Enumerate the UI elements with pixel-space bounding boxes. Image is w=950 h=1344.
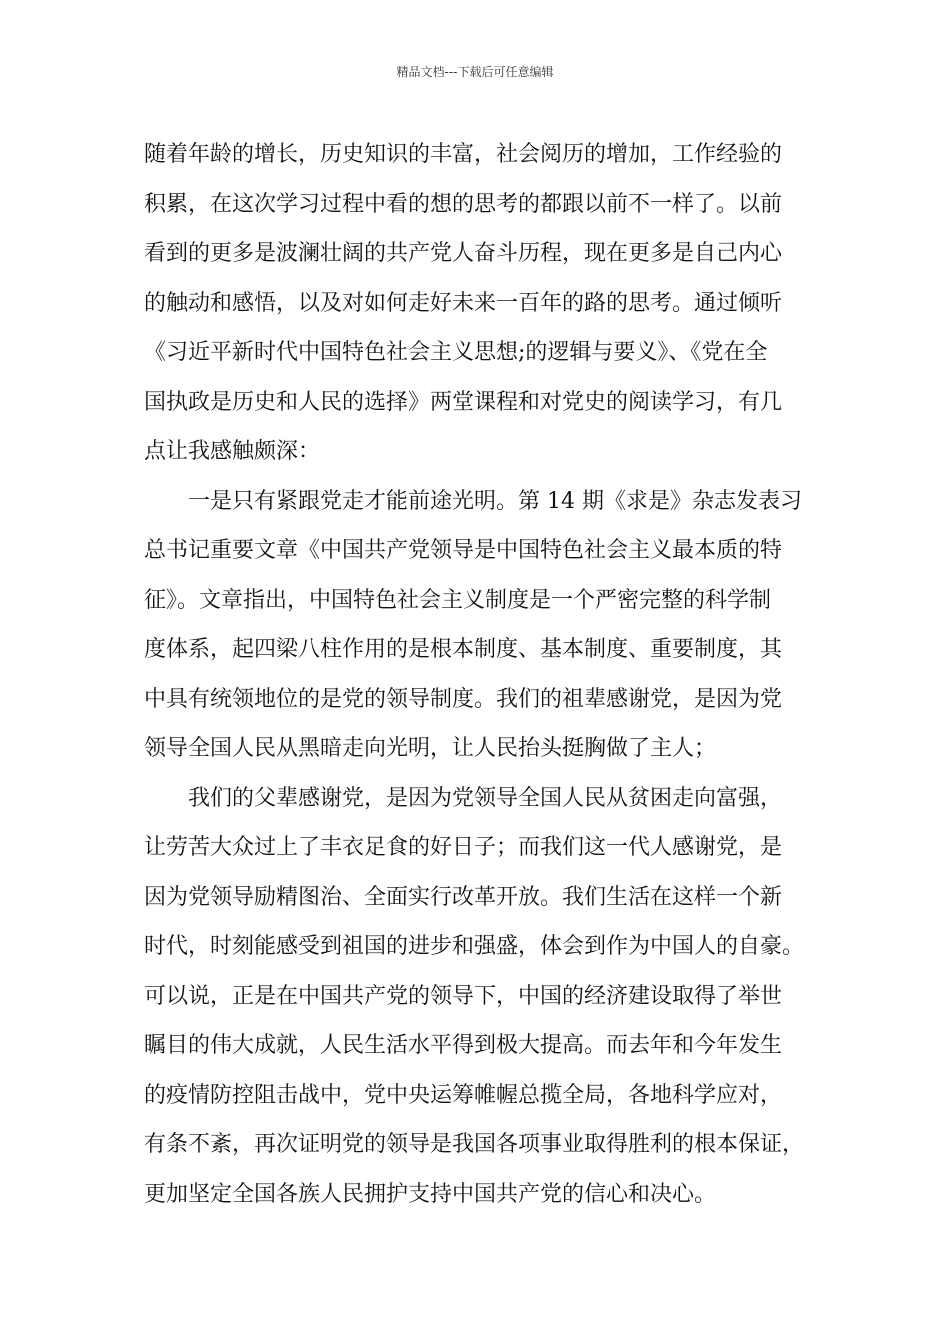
text-line: 国执政是历史和人民的选择》两堂课程和对党史的阅读学习，有几 — [144, 389, 783, 415]
text-line: 一是只有紧跟党走才能前途光明。第 14 期《求是》杂志发表习 — [188, 488, 802, 514]
text-line: 领导全国人民从黑暗走向光明，让人民抬头挺胸做了主人； — [144, 736, 717, 761]
text-line: 的疫情防控阻击战中，党中央运筹帷幄总揽全局，各地科学应对， — [144, 1082, 783, 1108]
text-line: 《习近平新时代中国特色社会主义思想;的逻辑与要义》、《党在全 — [144, 340, 768, 365]
text-line: 总书记重要文章《中国共产党领导是中国特色社会主义最本质的特 — [144, 538, 783, 563]
text-line: 我们的父辈感谢党，是因为党领导全国人民从贫困走向富强， — [188, 785, 783, 811]
text-line: 让劳苦大众过上了丰衣足食的好日子；而我们这一代人感谢党，是 — [144, 835, 783, 860]
document-body — [144, 130, 822, 1219]
text-line: 度体系，起四梁八柱作用的是根本制度、基本制度、重要制度，其 — [144, 637, 783, 662]
text-line: 看到的更多是波澜壮阔的共产党人奋斗历程，现在更多是自己内心 — [144, 241, 783, 266]
text-line: 有条不紊，再次证明党的领导是我国各项事业取得胜利的根本保证， — [144, 1132, 805, 1157]
text-line: 因为党领导励精图治、全面实行改革开放。我们生活在这样一个新 — [144, 884, 783, 910]
text-line: 征》。文章指出，中国特色社会主义制度是一个严密完整的科学制 — [144, 587, 772, 613]
text-line: 随着年龄的增长，历史知识的丰富，社会阅历的增加，工作经验的 — [144, 142, 783, 167]
page-header: 精品文档---下载后可任意编辑 — [396, 65, 554, 79]
text-line: 时代，时刻能感受到祖国的进步和强盛，体会到作为中国人的自豪。 — [144, 934, 805, 959]
text-line: 可以说，正是在中国共产党的领导下，中国的经济建设取得了举世 — [144, 983, 783, 1009]
text-line: 积累，在这次学习过程中看的想的思考的都跟以前不一样了。以前 — [144, 191, 783, 217]
text-line: 瞩目的伟大成就，人民生活水平得到极大提高。而去年和今年发生 — [144, 1033, 783, 1058]
text-line: 的触动和感悟，以及对如何走好未来一百年的路的思考。通过倾听 — [144, 290, 783, 316]
text-line: 中具有统领地位的是党的领导制度。我们的祖辈感谢党，是因为党 — [144, 686, 783, 712]
text-line: 点让我感触颇深： — [144, 439, 321, 464]
text-line: 更加坚定全国各族人民拥护支持中国共产党的信心和决心。 — [144, 1181, 717, 1207]
